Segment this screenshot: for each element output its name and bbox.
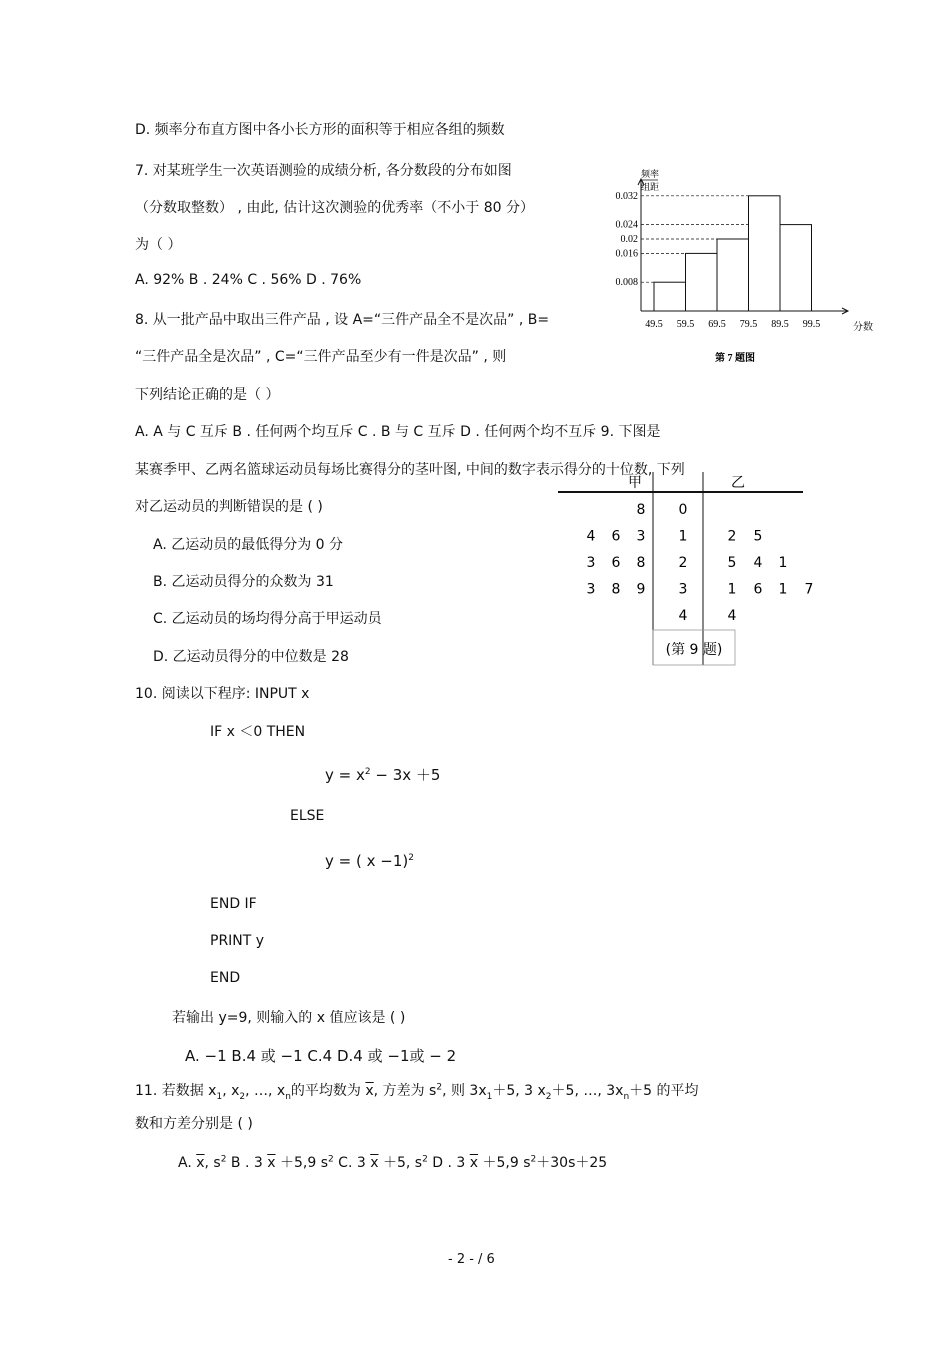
histogram-bar xyxy=(749,196,781,311)
page-number: - 2 - / 6 xyxy=(448,1252,495,1267)
histogram-ylabel-top: 频率 xyxy=(640,169,660,179)
left-leaf: 6 xyxy=(611,528,621,545)
x-tick-label: 59.5 xyxy=(676,319,695,330)
x-tick-label: 49.5 xyxy=(645,319,663,330)
y-tick-label: 0.032 xyxy=(615,190,638,202)
left-leaf: 8 xyxy=(636,555,646,571)
left-leaf: 3 xyxy=(636,528,646,545)
histogram-title: 第 7 题图 xyxy=(715,353,755,364)
q7-line3: 为（ ） xyxy=(135,237,182,253)
stem-leaf-header-left: 甲 xyxy=(628,475,642,491)
stem-leaf-caption: (第 9 题) xyxy=(665,642,723,658)
histogram-bar xyxy=(654,282,686,311)
left-leaf: 6 xyxy=(611,555,621,571)
q8-line1: 8. 从一批产品中取出三件产品 , 设 A=“三件产品全不是次品” , B= xyxy=(135,312,550,328)
stem-leaf-rows xyxy=(587,502,814,624)
stem-value: 4 xyxy=(678,608,688,624)
x-tick-label: 69.5 xyxy=(708,319,726,330)
stem-value: 3 xyxy=(678,581,688,598)
histogram-ylabel-bottom: 组距 xyxy=(640,182,660,192)
q10-options: A. −1 B.4 或 −1 C.4 D.4 或 −1或 − 2 xyxy=(185,1047,457,1065)
q10-formula-2: y = ( x −1)$^2$ xyxy=(325,852,414,870)
x-tick-label: 89.5 xyxy=(771,319,789,330)
y-tick-label: 0.024 xyxy=(615,219,638,231)
y-tick-label: 0.02 xyxy=(620,234,638,245)
q8-options: A. A 与 C 互斥 B . 任何两个均互斥 C . B 与 C 互斥 D . 任何两个均不互斥 9. 下图是 xyxy=(135,424,661,440)
q10-question: 若输出 y=9, 则输入的 x 值应该是 ( ) xyxy=(172,1010,406,1026)
q10-end: END xyxy=(210,970,241,986)
stem-value: 1 xyxy=(678,528,688,545)
right-leaf: 7 xyxy=(804,581,814,598)
histogram-bar xyxy=(686,253,718,311)
q7-options: A. 92% B . 24% C . 56% D . 76% xyxy=(135,272,362,288)
q8-line2: “三件产品全是次品” , C=“三件产品至少有一件是次品” , 则 xyxy=(135,349,507,365)
q10-else: ELSE xyxy=(290,808,325,824)
right-leaf: 1 xyxy=(727,581,737,598)
q9-line1: 某赛季甲、乙两名篮球运动员每场比赛得分的茎叶图, 中间的数字表示得分的十位数, 下列 xyxy=(135,462,685,478)
stem-value: 0 xyxy=(678,502,688,518)
right-leaf: 6 xyxy=(753,581,763,598)
stem-leaf-plot xyxy=(555,472,815,668)
right-leaf: 5 xyxy=(753,528,763,545)
q9-option-d: D. 乙运动员得分的中位数是 28 xyxy=(153,649,349,665)
q6-option-d: D. 频率分布直方图中各小长方形的面积等于相应各组的频数 xyxy=(135,122,505,138)
left-leaf: 3 xyxy=(586,581,596,598)
q11-options: A. $\overline{x}$, $s^2$ B . 3 $\overline{x} +5,9$ $s^2$ C. 3 $\overline{x} +5$, $s^2$ D . 3 $\overline{x} +5,9$ $s^2+30s+25$ xyxy=(178,1154,608,1171)
q10-intro: 10. 阅读以下程序: INPUT x xyxy=(135,686,310,702)
y-tick-label: 0.016 xyxy=(615,248,638,260)
q7-line1: 7. 对某班学生一次英语测验的成绩分析, 各分数段的分布如图 xyxy=(135,163,512,179)
q11-line1: 11. 若数据 $x_1$, $x_2$, …, $x_n$的平均数为 $\overline{x}$, 方差为 $s^2$, 则 $3x_1+5$, 3 $x_2+5$, …, $3x_n+5$ 的平均 xyxy=(135,1082,699,1102)
right-leaf: 1 xyxy=(778,555,788,571)
q10-if-line: IF x ＜0 THEN xyxy=(210,724,306,740)
q11-line2: 数和方差分别是 ( ) xyxy=(135,1116,253,1132)
x-tick-label: 99.5 xyxy=(802,319,821,330)
histogram-bar xyxy=(780,225,812,311)
q9-option-b: B. 乙运动员得分的众数为 31 xyxy=(153,574,334,590)
left-leaf: 9 xyxy=(636,581,646,598)
q10-endif: END IF xyxy=(210,896,257,912)
q9-option-c: C. 乙运动员的场均得分高于甲运动员 xyxy=(153,611,382,627)
q9-line2: 对乙运动员的判断错误的是 ( ) xyxy=(135,499,323,515)
q7-line2: （分数取整数） , 由此, 估计这次测验的优秀率（不小于 80 分） xyxy=(135,200,534,216)
histogram-bar xyxy=(717,239,749,311)
stem-leaf-header-right: 乙 xyxy=(731,475,745,491)
y-tick-label: 0.008 xyxy=(615,277,638,289)
right-leaf: 5 xyxy=(727,555,737,571)
q10-print: PRINT y xyxy=(210,933,265,949)
right-leaf: 4 xyxy=(727,608,737,624)
q9-option-a: A. 乙运动员的最低得分为 0 分 xyxy=(153,537,344,553)
q8-line3: 下列结论正确的是（ ） xyxy=(135,387,280,403)
q10-formula-1: $y = x^2 - 3x +5$ xyxy=(325,766,441,784)
stem-value: 2 xyxy=(678,555,688,571)
histogram-chart xyxy=(605,165,880,370)
left-leaf: 8 xyxy=(611,581,621,598)
right-leaf: 2 xyxy=(727,528,737,545)
left-leaf: 8 xyxy=(636,502,646,518)
right-leaf: 1 xyxy=(778,581,788,598)
histogram-xlabel: 分数 xyxy=(853,322,873,333)
left-leaf: 3 xyxy=(586,555,596,571)
right-leaf: 4 xyxy=(753,555,763,571)
left-leaf: 4 xyxy=(586,528,596,545)
x-tick-label: 79.5 xyxy=(739,319,758,330)
